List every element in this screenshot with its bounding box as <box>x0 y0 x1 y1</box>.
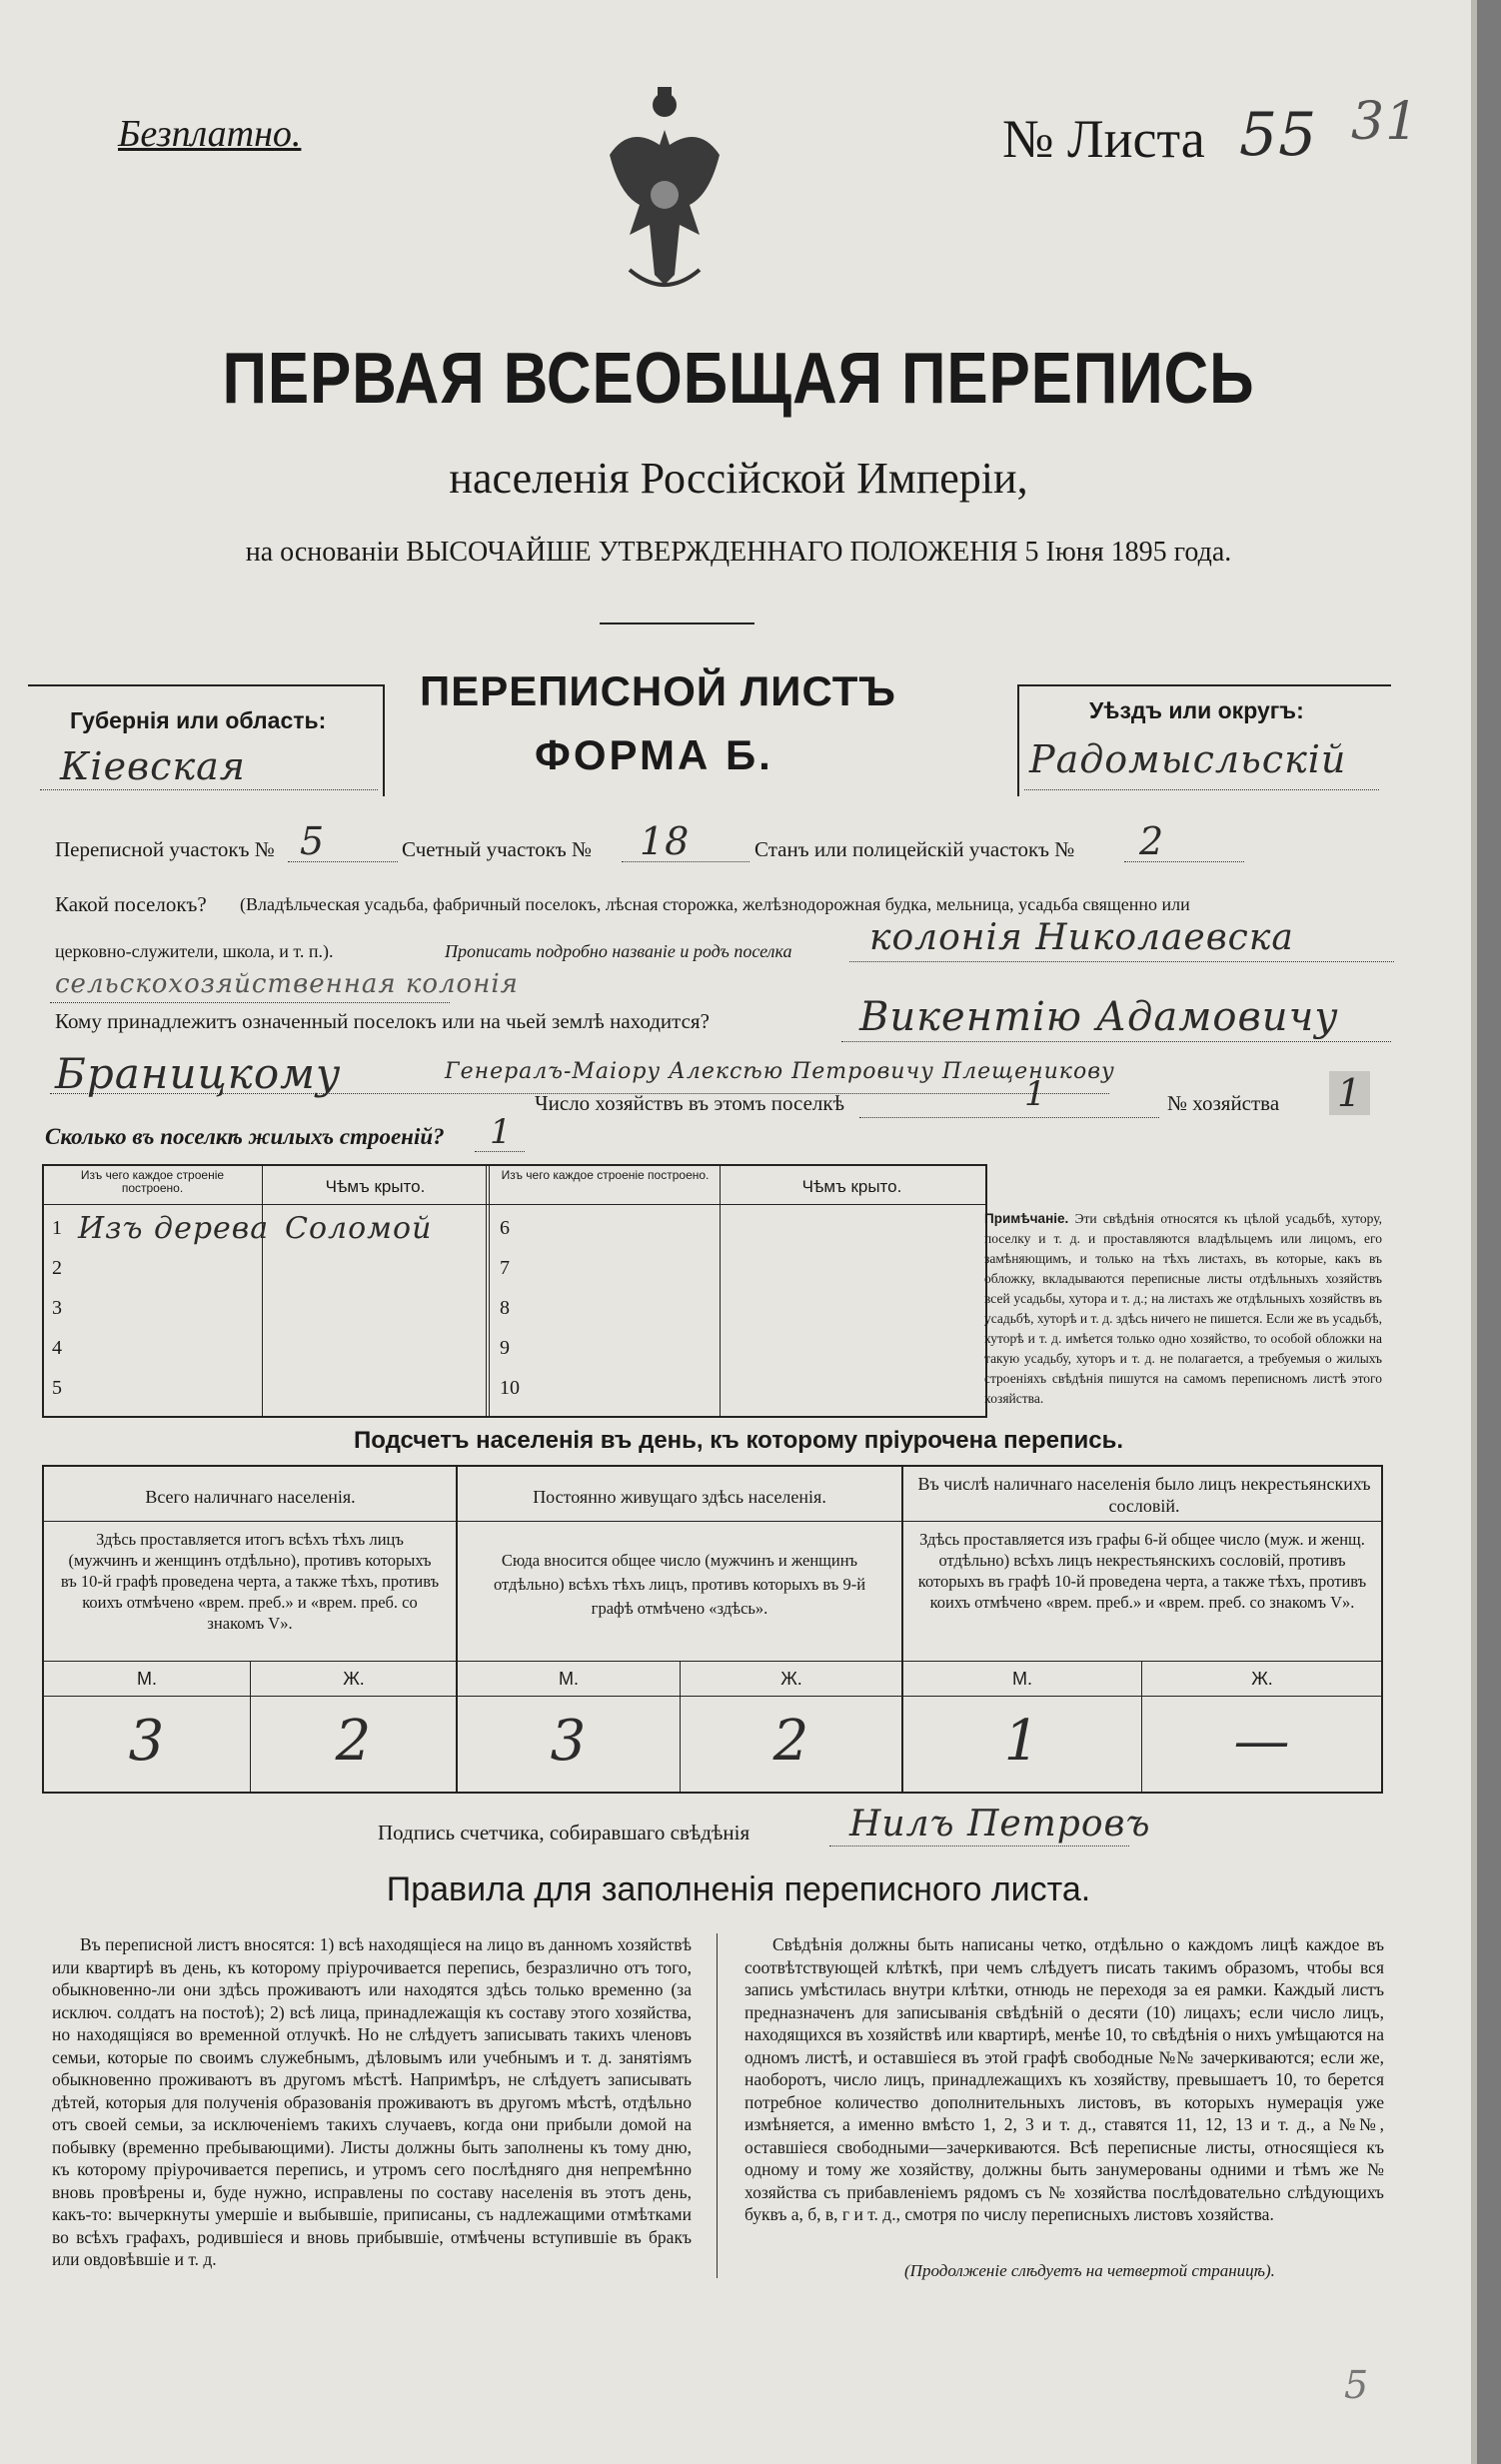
police-district-line <box>1124 861 1244 862</box>
pop-m-1: М. <box>137 1669 157 1689</box>
rules-right: Свѣдѣнія должны быть написаны четко, отдѣльно о каждомъ лицѣ каждое въ соотвѣтствующей клѣткѣ, при чемъ слѣдуетъ писать такимъ образомъ, чтобы вся запись умѣстилась внутри клѣтки, отнюдь не переходя за ея рамки. Каждый листъ предназначенъ для записыванія свѣдѣній о десяти (10) лицахъ; если число лицъ, находящихся въ хозяйствѣ или квартирѣ, менѣе 10, то свѣдѣнія о нихъ умѣщаются на одномъ листѣ, и оставшіеся въ этой графѣ свободные №№ зачеркиваются; если же, наоборотъ, число лицъ, принадлежащихъ къ хозяйству, превышаетъ 10, то берется потребное количество дополнительныхъ листовъ, въ которыхъ нумерація уже измѣняется, а именно вмѣсто 1, 2, 3 и т. д., ставятся 11, 12, 13 и т. д., а №№, оставшіеся свободными—зачеркиваются. Всѣ переписные листы, относящіеся къ одному и тому же хозяйству, должны быть занумерованы одними и тѣмъ же № хозяйства съ прибавленіемъ рядомъ съ № хозяйства послѣдовательно слѣдующихъ буквъ а, б, в, г и т. д., смотря по числу переписныхъ листовъ хозяйства. <box>745 1934 1384 2224</box>
district-label: Уѣздъ или округъ: <box>1089 697 1304 723</box>
buildings-value: 1 <box>490 1112 513 1152</box>
settlement-question: Какой поселокъ? <box>55 892 207 916</box>
form-name: ФОРМА Б. <box>535 731 773 778</box>
signature-value: Нилъ Петровъ <box>849 1804 1151 1845</box>
census-district-label: Переписной участокъ № <box>55 837 275 861</box>
subtitle: населенія Россійской Имперіи, <box>449 454 1028 503</box>
households-label: Число хозяйствъ въ этомъ поселкѣ <box>535 1091 844 1115</box>
basis-line: на основаніи ВЫСОЧАЙШЕ УТВЕРЖДЕННАГО ПОЛОЖЕНІЯ 5 Іюня 1895 года. <box>245 537 1232 568</box>
pop-col3-text: Здѣсь проставляется изъ графы 6-й общее число (муж. и женщ. отдѣльно) всѣхъ лицъ некрестьянскихъ сословій, противъ которыхъ въ графѣ 10-й проведена черта, а также тѣхъ, противъ коихъ отмѣчено «врем. преб.» и «врем. преб. со знакомъ V». <box>917 1530 1367 1612</box>
table-row: 7 <box>500 1257 510 1279</box>
table-row: 1 Изъ дерева Соломой <box>52 1211 433 1246</box>
pop-value-nonpeasant-f: — <box>1233 1709 1291 1774</box>
rules-divider <box>717 1933 718 2278</box>
table-row: 4 <box>52 1337 62 1359</box>
pop-sub-rule-2 <box>680 1661 681 1794</box>
police-district-label: Станъ или полицейскій участокъ № <box>754 837 1075 861</box>
counting-district-label: Счетный участокъ № <box>402 837 593 861</box>
col-material-header-2: Изъ чего каждое строеніе построено. <box>501 1168 710 1182</box>
signature-line <box>829 1846 1129 1847</box>
pop-sub-rule-3 <box>1141 1661 1142 1794</box>
rules-heading: Правила для заполненія переписного листа. <box>386 1870 1091 1908</box>
table-row: 2 <box>52 1257 62 1279</box>
header-rule <box>600 622 754 624</box>
household-no-label: № хозяйства <box>1167 1091 1280 1115</box>
col-material-header: Изъ чего каждое строеніе построено. <box>80 1168 225 1195</box>
owner-value-3: Генералъ-Маіору Алексѣю Петровичу Плещеникову <box>445 1059 1115 1084</box>
police-district-value: 2 <box>1139 819 1165 863</box>
pop-f-3: Ж. <box>1251 1669 1273 1689</box>
province-line <box>40 789 378 790</box>
pop-col2-text: Сюда вносится общее число (мужчинъ и женщинъ отдѣльно) всѣхъ тѣхъ лицъ, противъ которыхъ въ 9-й графѣ отмѣчено «здѣсь». <box>493 1551 866 1618</box>
note-text: Эти свѣдѣнія относятся къ цѣлой усадьбѣ, хутору, поселку и т. д. и проставляются владѣльцемъ или лицомъ, его замѣняющимъ, и только на тѣхъ листахъ, въ которые, какъ въ обложку, вкладываются переписные листы отдѣльныхъ хозяйствъ всей усадьбы, хутора и т. д.; на листахъ же отдѣльныхъ хозяйствъ въ усадьбѣ, хуторѣ и т. д. здѣсь ничего не пишется. Если же въ усадьбѣ, хуторѣ и т. д. имѣется только одно хозяйство, то особой обложки на такую усадьбу, хуторъ и т. д. не полагается, а требуемыя о жилыхъ строеніяхъ свѣдѣнія пишутся на самомъ переписномъ листѣ этого хозяйства. <box>984 1211 1382 1406</box>
pop-title-rule-2 <box>458 1521 901 1522</box>
paper-edge <box>1471 0 1477 2464</box>
pop-value-total-f: 2 <box>335 1709 373 1774</box>
sheet-number-label: № Листа <box>1002 109 1205 169</box>
district-value: Радомысльскій <box>1029 737 1347 781</box>
settlement-value-1: колонія Николаевска <box>869 917 1294 958</box>
table-row: 9 <box>500 1337 510 1359</box>
table-col-rule-2 <box>720 1164 721 1418</box>
pop-m-2: М. <box>559 1669 579 1689</box>
census-district-value: 5 <box>300 819 326 863</box>
pop-f-2: Ж. <box>780 1669 802 1689</box>
signature-label: Подпись счетчика, собиравшаго свѣдѣнія <box>378 1821 750 1845</box>
province-label: Губернія или область: <box>70 707 327 733</box>
page-mark: 5 <box>1344 2363 1370 2407</box>
free-label: Безплатно. <box>118 113 302 155</box>
pop-value-total-m: 3 <box>128 1709 166 1774</box>
table-row: 5 <box>52 1377 62 1399</box>
note-label: Примѣчаніе. <box>984 1211 1069 1226</box>
pop-m-3: М. <box>1012 1669 1032 1689</box>
sheet-number-value: 55 <box>1239 100 1318 170</box>
households-line <box>859 1117 1159 1118</box>
table-header-rule <box>44 1204 985 1205</box>
province-value: Кіевская <box>60 744 246 788</box>
population-heading: Подсчетъ населенія въ день, къ которому пріурочена перепись. <box>354 1427 1123 1454</box>
col-roof-header: Чѣмъ крыто. <box>325 1177 426 1196</box>
pop-mf-rule-top <box>44 1661 1381 1662</box>
note <box>984 1209 1382 1409</box>
settlement-hint-2: церковно-служители, школа, и т. п.). <box>55 941 334 961</box>
census-district-line <box>288 861 398 862</box>
pop-col3-title: Въ числѣ наличнаго населенія было лицъ некрестьянскихъ сословій. <box>917 1474 1371 1516</box>
household-no-value: 1 <box>1329 1071 1370 1115</box>
settlement-line-1 <box>849 961 1394 962</box>
settlement-line-2 <box>50 1002 450 1003</box>
col-roof-header-2: Чѣмъ крыто. <box>801 1177 902 1196</box>
rules-left: Въ переписной листъ вносятся: 1) всѣ находящіеся на лицо въ данномъ хозяйствѣ или квартирѣ въ день, къ которому пріурочивается перепись, безразлично отъ того, обыкновенно-ли они здѣсь проживаютъ или находятся здѣсь только временно (за исключ. солдатъ на постоѣ); 2) всѣ лица, принадлежащія къ составу этого хозяйства, но находящіяся во временной отлучкѣ. Но не слѣдуетъ записывать такихъ членовъ семьи, которые по своимъ служебнымъ, дѣловымъ или учебнымъ и т. д. занятіямъ обыкновенно проживаютъ въ другомъ мѣстѣ. Напримѣръ, не слѣдуетъ записывать дѣтей, которыя для полученія образованія проживаютъ въ другомъ мѣстѣ, отдѣльно отъ своей семьи, за исключеніемъ такихъ случаевъ, когда они прибыли домой на побывку (временно пребывающими). Листы должны быть заполнены къ тому дню, къ которому пріурочивается перепись, и утромъ сего послѣдняго дня непремѣнно вновь провѣрены и, буде нужно, исправлены по составу населенія въ этотъ день, какъ-то: вычеркнуты умершіе и выбывшіе, приписаны, съ надлежащими отмѣтками во всѣхъ графахъ, родившіеся и вновь прибывшіе, отмѣчены вступившіе въ бракъ или овдовѣвшіе и т. д. <box>52 1934 692 2269</box>
owner-value-2: Браницкому <box>55 1049 342 1098</box>
eagle-emblem <box>600 85 730 310</box>
counting-district-line <box>622 861 750 862</box>
households-value: 1 <box>1024 1074 1047 1114</box>
pop-col2-title: Постоянно живущаго здѣсь населенія. <box>533 1487 826 1507</box>
table-row: 3 <box>52 1297 62 1319</box>
counting-district-value: 18 <box>640 819 691 863</box>
main-title: ПЕРВАЯ ВСЕОБЩАЯ ПЕРЕПИСЬ <box>222 339 1255 419</box>
table-row: 8 <box>500 1297 510 1319</box>
left-rows <box>50 1211 482 1411</box>
table-row: 10 <box>500 1377 520 1399</box>
pop-f-1: Ж. <box>343 1669 365 1689</box>
owner-question: Кому принадлежитъ означенный поселокъ или на чьей землѣ находится? <box>55 1009 710 1033</box>
district-line <box>1024 789 1379 790</box>
owner-value-1: Викентію Адамовичу <box>859 994 1339 1040</box>
pop-mf-rule-bottom <box>44 1696 1381 1697</box>
pop-title-rule-3 <box>903 1521 1381 1522</box>
pop-title-rule-1 <box>44 1521 456 1522</box>
rules-continued: (Продолженіе слѣдуетъ на четвертой страницѣ). <box>904 2261 1275 2280</box>
settlement-value-2: сельскохозяйственная колонія <box>55 969 519 999</box>
buildings-line <box>475 1151 525 1152</box>
pop-value-resident-m: 3 <box>550 1709 588 1774</box>
corner-number: 31 <box>1351 92 1420 152</box>
pop-col1-title: Всего наличнаго населенія. <box>145 1487 356 1507</box>
form-title: ПЕРЕПИСНОЙ ЛИСТЪ <box>420 667 896 714</box>
buildings-label: Сколько въ поселкѣ жилыхъ строеній? <box>45 1124 445 1149</box>
owner-line-1 <box>841 1041 1391 1042</box>
pop-sub-rule-1 <box>250 1661 251 1794</box>
right-rows <box>500 1211 700 1411</box>
settlement-hint-1: (Владѣльческая усадьба, фабричный поселокъ, лѣсная сторожка, желѣзнодорожная будка, мельница, усадьба священно или <box>240 894 1190 914</box>
table-row: 6 <box>500 1217 510 1239</box>
table-mid-rule <box>486 1164 490 1418</box>
pop-value-resident-f: 2 <box>772 1709 810 1774</box>
settlement-hint-3: Прописать подробно названіе и родъ поселка <box>445 941 792 961</box>
pop-value-nonpeasant-m: 1 <box>1003 1709 1041 1774</box>
pop-col1-text: Здѣсь проставляется итогъ всѣхъ тѣхъ лицъ (мужчинъ и женщинъ отдѣльно), противъ которыхъ въ 10-й графѣ проведена черта, а также тѣхъ, противъ коихъ отмѣчено «врем. преб.» и «врем. преб. со знакомъ V». <box>60 1530 440 1633</box>
